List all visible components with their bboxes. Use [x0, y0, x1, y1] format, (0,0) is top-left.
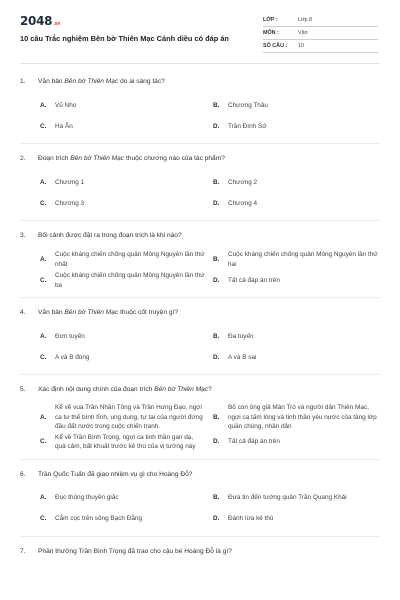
answer-options — [20, 95, 380, 137]
logo-domain-text: .vn — [53, 21, 61, 27]
answer-option[interactable] — [213, 95, 386, 116]
option-letter: A. — [40, 178, 47, 186]
question-body — [38, 470, 380, 479]
option-text: Tất cả đáp án trên — [228, 438, 280, 446]
answer-option[interactable] — [213, 172, 386, 193]
question-number: 5. — [20, 386, 26, 393]
question-stem: Văn bản — [38, 309, 65, 316]
question-number: 4. — [20, 309, 26, 316]
option-text: Kể về vua Trần Nhân Tông và Trần Hưng Đạo, ngợi ca tư thế bình tĩnh, ung dung, tự tại của người đứng đầu đất nước trong cuộc chiến tranh. — [55, 404, 203, 430]
answer-option[interactable] — [40, 432, 213, 453]
option-letter: C. — [40, 353, 47, 361]
question-stem: Văn bản — [38, 78, 65, 85]
option-letter: A. — [40, 101, 47, 109]
option-letter: B. — [213, 332, 220, 340]
answer-options — [20, 172, 380, 214]
answer-option[interactable] — [40, 172, 213, 193]
question-item — [20, 385, 380, 460]
option-text: Hà Ân — [55, 122, 73, 130]
option-text: Đơn tuyến — [55, 332, 85, 340]
question-stem: Bối cảnh được đặt ra trong đoạn trích là khi nào? — [38, 232, 182, 239]
option-letter: D. — [213, 353, 220, 361]
option-letter: B. — [213, 101, 220, 109]
question-list — [20, 77, 380, 556]
header-left — [20, 14, 250, 53]
option-letter: B. — [213, 494, 220, 502]
answer-option[interactable] — [40, 193, 213, 214]
option-letter: C. — [40, 199, 47, 207]
option-letter: C. — [40, 515, 47, 523]
option-letter: B. — [213, 178, 220, 186]
option-text: Tất cả đáp án trên — [228, 276, 280, 284]
option-letter: A. — [40, 494, 47, 502]
question-item — [20, 470, 380, 537]
question-stem: Đoạn trích — [38, 155, 71, 162]
question-number: 3. — [20, 232, 26, 239]
answer-option[interactable] — [213, 116, 386, 137]
option-text: Đánh lừa kẻ thù — [228, 515, 274, 523]
question-body — [38, 77, 380, 86]
question-divider — [20, 220, 380, 221]
question-body — [38, 231, 380, 240]
work-title: Bên bờ Thiên Mạc — [154, 386, 209, 393]
question-body — [38, 385, 380, 394]
answer-option[interactable] — [40, 95, 213, 116]
meta-value: 10 — [298, 43, 304, 49]
question-text — [20, 470, 380, 479]
meta-key: MÔN : — [263, 30, 279, 36]
meta-value: Lớp 8 — [298, 17, 313, 23]
question-stem-end: thuộc cốt truyện gì? — [118, 309, 178, 316]
meta-row-class — [263, 14, 378, 27]
meta-key: LỚP : — [263, 17, 278, 23]
meta-key: SỐ CÂU : — [263, 43, 288, 49]
question-text — [20, 154, 380, 163]
site-logo[interactable] — [20, 14, 250, 28]
answer-option[interactable] — [213, 193, 386, 214]
question-divider — [20, 374, 380, 375]
option-letter: D. — [213, 438, 220, 446]
answer-option[interactable] — [213, 326, 386, 347]
option-letter: D. — [213, 515, 220, 523]
answer-options — [20, 488, 380, 530]
option-text: A và B sai — [228, 353, 257, 361]
question-item — [20, 231, 380, 298]
answer-option[interactable] — [40, 326, 213, 347]
option-text: Vũ Nho — [55, 101, 77, 109]
option-text: Chương 2 — [228, 178, 258, 186]
question-divider — [20, 297, 380, 298]
question-divider — [20, 143, 380, 144]
option-letter: D. — [213, 199, 220, 207]
question-number: 2. — [20, 155, 26, 162]
option-text: Cuộc kháng chiến chống quân Mông Nguyên lần thứ nhất — [55, 251, 205, 268]
option-text: A và B đúng — [55, 353, 90, 361]
option-letter: A. — [40, 255, 47, 263]
work-title: Bên bờ Thiên Mạc — [70, 155, 125, 162]
answer-options — [20, 403, 380, 453]
answer-option[interactable] — [40, 488, 213, 509]
question-stem: Phần thưởng Trần Bình Trọng đã trao cho cậu bé Hoàng Đỗ là gì? — [38, 547, 232, 555]
question-divider — [20, 536, 380, 537]
option-letter: D. — [213, 122, 220, 130]
question-text — [20, 308, 380, 317]
option-letter: A. — [40, 332, 47, 340]
option-text: Bố con ông giả Màn Trò và người dân Thiên Mạc, ngợi ca tấm lòng và tinh thần yêu nước của tầng lớp quần chúng, nhân dân — [228, 404, 377, 430]
option-text: Chương 3 — [55, 199, 85, 207]
option-letter: B. — [213, 255, 220, 263]
question-body — [38, 547, 380, 556]
option-letter: C. — [40, 276, 47, 284]
option-letter: B. — [213, 413, 220, 421]
work-title: Bên bờ Thiên Mạc — [64, 78, 119, 85]
answer-option[interactable] — [213, 249, 386, 270]
answer-option[interactable] — [40, 249, 213, 270]
question-text — [20, 547, 380, 556]
header-divider — [20, 63, 380, 64]
answer-option[interactable] — [40, 403, 213, 432]
answer-option[interactable] — [40, 270, 213, 291]
option-letter: A. — [40, 413, 47, 421]
option-text: Đục thủng thuyền giặc — [55, 494, 119, 502]
logo-main-text: 2048 — [20, 14, 53, 28]
meta-row-count — [263, 40, 378, 53]
option-text: Cuộc kháng chiến chống quân Mông Nguyên lần thứ ba — [55, 272, 205, 289]
question-stem-end: ? — [208, 386, 212, 393]
question-item — [20, 77, 380, 144]
question-number: 7. — [20, 547, 26, 555]
answer-option[interactable] — [213, 509, 386, 530]
meta-table — [263, 14, 378, 53]
answer-option[interactable] — [213, 270, 386, 291]
answer-options — [20, 249, 380, 291]
option-text: Kể về Trần Bình Trọng, ngợi ca tinh thần gan dạ, quả cảm, bất khuất trước kẻ thù của vị tướng này — [55, 433, 196, 450]
option-text: Chương 1 — [55, 178, 85, 186]
question-text — [20, 77, 380, 86]
answer-option[interactable] — [40, 509, 213, 530]
document-header — [20, 0, 380, 53]
answer-option[interactable] — [213, 403, 386, 432]
option-letter: C. — [40, 438, 47, 446]
question-text — [20, 231, 380, 240]
question-stem-end: thuộc chương nào của tác phẩm? — [124, 155, 225, 162]
answer-option[interactable] — [213, 347, 386, 368]
option-text: Đưa tin đến tướng quân Trần Quang Khải — [228, 494, 347, 502]
option-text: Cuộc kháng chiến chống quân Mông Nguyên lần thứ hai — [228, 251, 378, 268]
answer-options — [20, 326, 380, 368]
answer-option[interactable] — [213, 432, 386, 453]
option-letter: C. — [40, 122, 47, 130]
question-stem-end: do ai sáng tác? — [118, 78, 165, 85]
question-item — [20, 308, 380, 375]
option-text: Đa tuyến — [228, 332, 254, 340]
question-text — [20, 385, 380, 394]
question-divider — [20, 459, 380, 460]
option-text: Chương 4 — [228, 199, 258, 207]
answer-option[interactable] — [213, 488, 386, 509]
answer-option[interactable] — [40, 116, 213, 137]
option-text: Cắm cọc trên sông Bạch Đằng — [55, 515, 143, 523]
option-text: Trần Đình Sử — [228, 122, 267, 130]
question-body — [38, 154, 380, 163]
question-stem: Xác định nội dung chính của đoạn trích — [38, 386, 155, 393]
question-number: 6. — [20, 470, 26, 478]
question-body — [38, 308, 380, 317]
question-item — [20, 154, 380, 221]
meta-row-subject — [263, 27, 378, 40]
option-text: Chương Thâu — [228, 101, 268, 109]
option-letter: D. — [213, 276, 220, 284]
question-stem: Trần Quốc Tuấn đã giao nhiệm vụ gì cho Hoàng Đỗ? — [38, 470, 193, 478]
question-number: 1. — [20, 78, 26, 85]
question-item — [20, 547, 380, 556]
page-title: 10 câu Trắc nghiệm Bên bờ Thiên Mạc Cánh diều có đáp án — [20, 34, 229, 43]
work-title: Bên bờ Thiên Mạc — [64, 309, 119, 316]
answer-option[interactable] — [40, 347, 213, 368]
meta-value: Văn — [298, 30, 308, 36]
